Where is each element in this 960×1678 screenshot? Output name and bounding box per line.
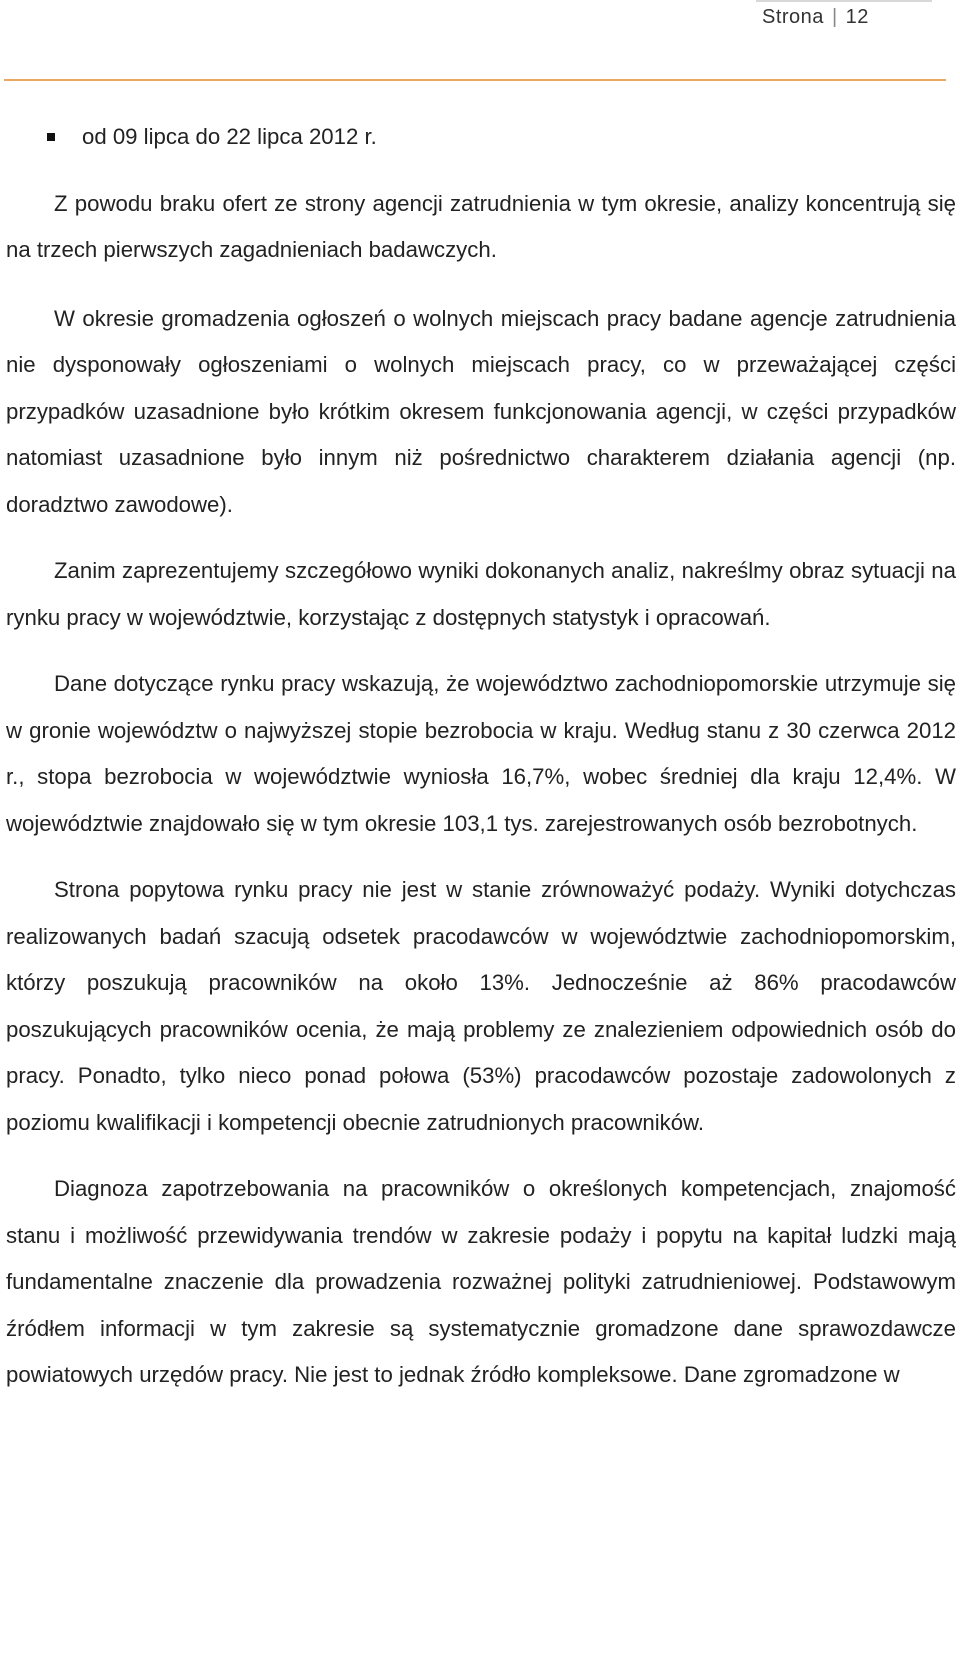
- header-top-rule: [756, 0, 932, 2]
- square-bullet-icon: [47, 133, 55, 141]
- paragraph-5: Strona popytowa rynku pracy nie jest w stanie zrównoważyć podaży. Wyniki dotychczas realizowanych badań szacują odsetek pracodawców w województwie zachodniopomorskim, którzy poszukują pracowników na około 13%. Jednocześnie aż 86% pracodawców poszukujących pracowników ocenia, że mają problemy ze znalezieniem odpowiednich osób do pracy. Ponadto, tylko nieco ponad połowa (53%) pracodawców pozostaje zadowolonych z poziomu kwalifikacji i kompetencji obecnie zatrudnionych pracowników.: [6, 877, 956, 1135]
- page-header: [0, 0, 960, 82]
- document-body: [6, 114, 956, 1399]
- bullet-item: [47, 114, 956, 161]
- page-label: Strona: [762, 6, 824, 28]
- bullet-text: od 09 lipca do 22 lipca 2012 r.: [82, 124, 377, 149]
- paragraph-3: Zanim zaprezentujemy szczegółowo wyniki dokonanych analiz, nakreślmy obraz sytuacji na rynku pracy w województwie, korzystając z dostępnych statystyk i opracowań.: [6, 558, 956, 630]
- paragraph-6: Diagnoza zapotrzebowania na pracowników o określonych kompetencjach, znajomość stanu i możliwość przewidywania trendów w zakresie podaży i popytu na kapitał ludzki mają fundamentalne znaczenie dla prowadzenia rozważnej polityki zatrudnieniowej. Podstawowym źródłem informacji w tym zakresie są systematycznie gromadzone dane sprawozdawcze powiatowych urzędów pracy. Nie jest to jednak źródło kompleksowe. Dane zgromadzone w: [6, 1176, 956, 1387]
- header-rule: [4, 79, 946, 81]
- paragraph-1: Z powodu braku ofert ze strony agencji zatrudnienia w tym okresie, analizy koncentrują się na trzech pierwszych zagadnieniach badawczych.: [6, 190, 956, 262]
- page-separator: |: [831, 6, 838, 28]
- paragraph-2: W okresie gromadzenia ogłoszeń o wolnych miejscach pracy badane agencje zatrudnienia nie dysponowały ogłoszeniami o wolnych miejscach pracy, co w przeważającej części przypadków uzasadnione było krótkim okresem funkcjonowania agencji, w części przypadków natomiast uzasadnione było innym niż pośrednictwo charakterem działania agencji (np. doradztwo zawodowe).: [6, 305, 956, 517]
- paragraph-4: Dane dotyczące rynku pracy wskazują, że województwo zachodniopomorskie utrzymuje się w gronie województw o najwyższej stopie bezrobocia w kraju. Według stanu z 30 czerwca 2012 r., stopa bezrobocia w województwie wyniosła 16,7%, wobec średniej dla kraju 12,4%. W województwie znajdowało się w tym okresie 103,1 tys. zarejestrowanych osób bezrobotnych.: [6, 671, 956, 836]
- page-number-label: [762, 6, 869, 29]
- page-number: 12: [845, 6, 869, 28]
